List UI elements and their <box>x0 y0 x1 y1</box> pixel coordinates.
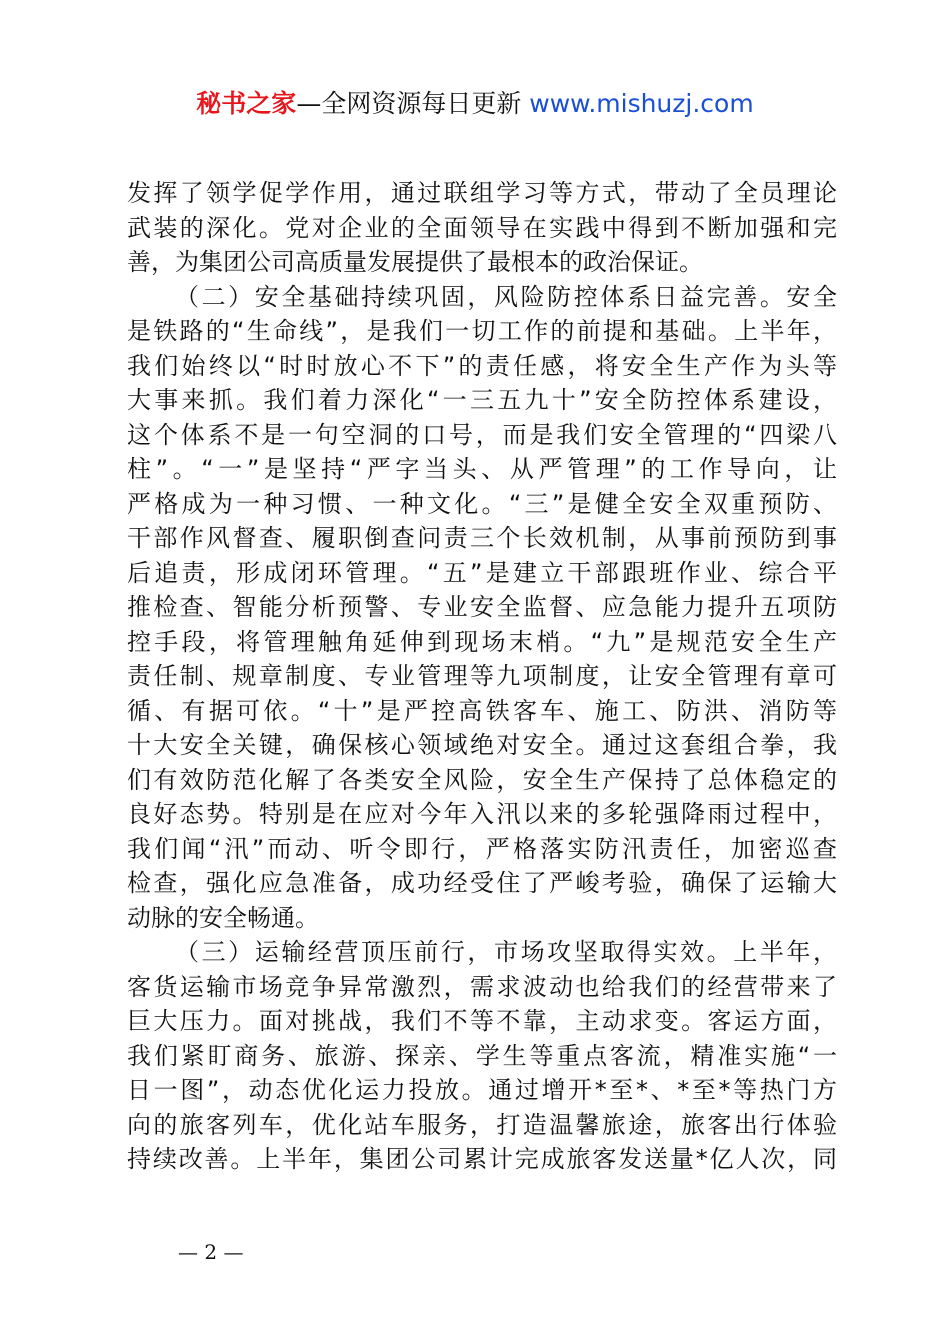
site-brand: 秘书之家 <box>196 89 297 118</box>
body-line: 我们紧盯商务、旅游、探亲、学生等重点客流，精准实施“一 <box>127 1041 837 1070</box>
body-line: 推检查、智能分析预警、专业安全监督、应急能力提升五项防 <box>127 593 837 621</box>
body-line: 这个体系不是一句空洞的口号，而是我们安全管理的“四梁八 <box>127 420 837 449</box>
body-line: 我们闻“汛”而动、听令即行，严格落实防汛责任，加密巡查 <box>127 834 837 863</box>
body-line: 我们始终以“时时放心不下”的责任感，将安全生产作为头等 <box>127 351 837 380</box>
body-line: 十大安全关键，确保核心领域绝对安全。通过这套组合拳，我 <box>127 731 837 759</box>
body-line: 检查，强化应急准备，成功经受住了严峻考验，确保了运输大 <box>127 869 837 897</box>
body-line: 干部作风督查、履职倒查问责三个长效机制，从事前预防到事 <box>127 524 837 552</box>
body-line: 善，为集团公司高质量发展提供了最根本的政治保证。 <box>127 248 703 276</box>
body-line: 持续改善。上半年，集团公司累计完成旅客发送量*亿人次，同 <box>127 1145 837 1173</box>
body-line: 责任制、规章制度、专业管理等九项制度，让安全管理有章可 <box>127 662 837 690</box>
document-body <box>127 176 837 1177</box>
body-line: 后追责，形成闭环管理。“五”是建立干部跟班作业、综合平 <box>127 558 837 587</box>
body-line: 循、有据可依。“十”是严控高铁客车、施工、防洪、消防等 <box>127 696 837 725</box>
site-slogan: —全网资源每日更新 <box>296 89 522 118</box>
body-line: 严格成为一种习惯、一种文化。“三”是健全安全双重预防、 <box>127 489 837 518</box>
body-line: 客货运输市场竞争异常激烈，需求波动也给我们的经营带来了 <box>127 972 837 1001</box>
page-number: — 2 — <box>178 1240 244 1264</box>
body-line: 日一图”，动态优化运力投放。通过增开*至*、*至*等热门方 <box>127 1076 837 1104</box>
body-line: 柱”。“一”是坚持“严字当头、从严管理”的工作导向，让 <box>127 455 837 483</box>
body-line: 们有效防范化解了各类安全风险，安全生产保持了总体稳定的 <box>127 765 837 794</box>
body-line: 向的旅客列车，优化站车服务，打造温馨旅途，旅客出行体验 <box>127 1110 837 1139</box>
body-line: 大事来抓。我们着力深化“一三五九十”安全防控体系建设， <box>127 386 837 414</box>
site-banner <box>0 86 950 122</box>
body-line: 巨大压力。面对挑战，我们不等不靠，主动求变。客运方面， <box>127 1007 837 1035</box>
body-line: 发挥了领学促学作用，通过联组学习等方式，带动了全员理论 <box>127 179 837 207</box>
site-url[interactable]: www.mishuzj.com <box>521 89 754 118</box>
body-line: 良好态势。特别是在应对今年入汛以来的多轮强降雨过程中， <box>127 800 837 828</box>
body-line: 动脉的安全畅通。 <box>127 903 319 932</box>
paragraph-heading-line: （三）运输经营顶压前行，市场攻坚取得实效。上半年， <box>175 938 837 966</box>
paragraph-heading-line: （二）安全基础持续巩固，风险防控体系日益完善。安全 <box>175 282 837 311</box>
body-line: 是铁路的“生命线”，是我们一切工作的前提和基础。上半年， <box>127 317 837 345</box>
body-line: 武装的深化。党对企业的全面领导在实践中得到不断加强和完 <box>127 213 837 242</box>
body-line: 控手段，将管理触角延伸到现场末梢。“九”是规范安全生产 <box>127 627 837 656</box>
